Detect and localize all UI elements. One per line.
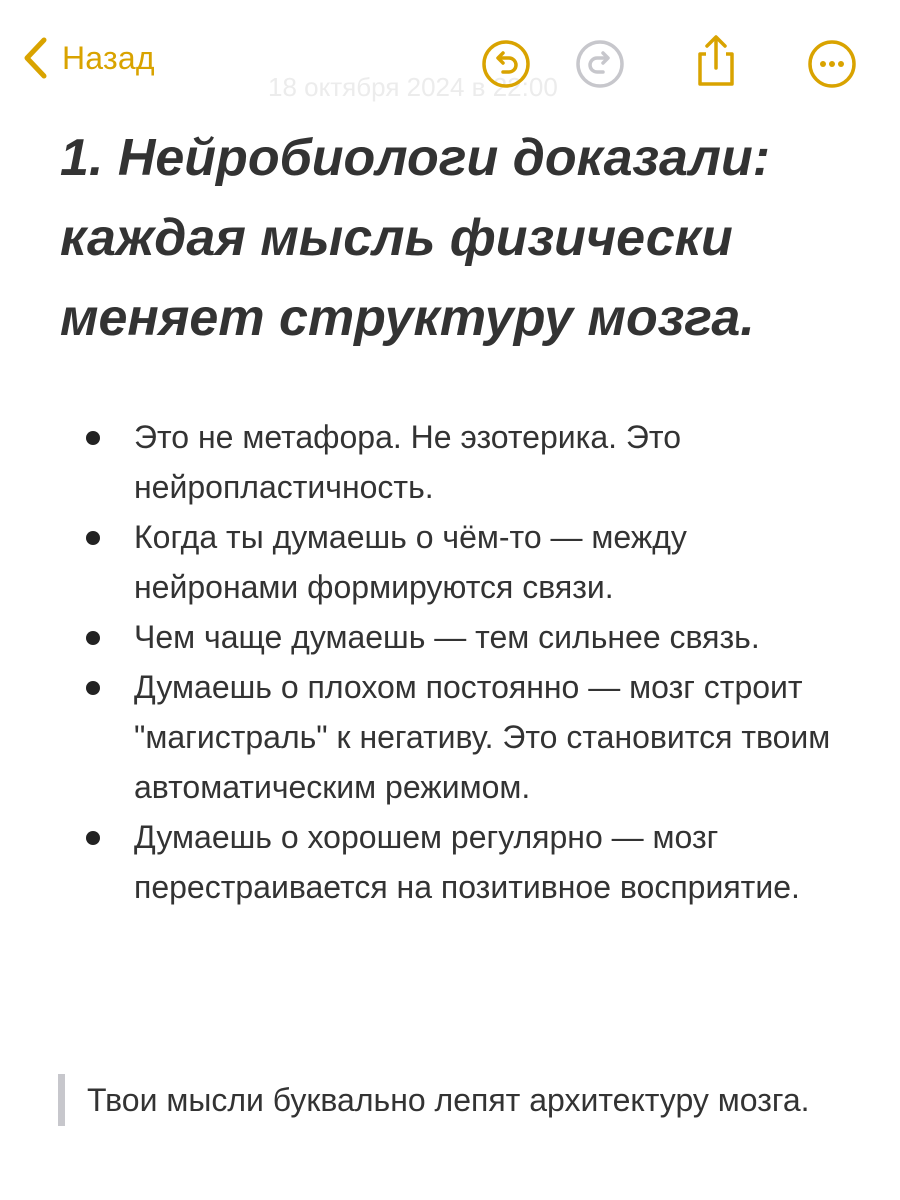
chevron-left-icon xyxy=(22,36,48,80)
share-icon[interactable] xyxy=(690,32,742,90)
notes-toolbar xyxy=(0,0,900,120)
bullet-icon xyxy=(86,681,100,695)
list-item[interactable] xyxy=(80,662,860,812)
list-item-text: Это не метафора. Не эзотерика. Это нейропластичность. xyxy=(134,419,681,505)
redo-icon[interactable] xyxy=(574,38,626,90)
list-item[interactable] xyxy=(80,812,860,912)
bullet-list xyxy=(80,412,860,912)
bullet-icon xyxy=(86,631,100,645)
note-date: 18 октября 2024 в 22:00 xyxy=(268,72,558,102)
list-item-text: Думаешь о хорошем регулярно — мозг перестраивается на позитивное восприятие. xyxy=(134,819,800,905)
list-item-text: Думаешь о плохом постоянно — мозг строит "магистраль" к негативу. Это становится твоим автоматическим режимом. xyxy=(134,669,831,805)
quote-text: Твои мысли буквально лепят архитектуру мозга. xyxy=(87,1082,810,1118)
bullet-icon xyxy=(86,531,100,545)
list-item-text: Чем чаще думаешь — тем сильнее связь. xyxy=(134,619,760,655)
note-title[interactable]: 1. Нейробиологи доказали: каждая мысль физически меняет структуру мозга. xyxy=(60,129,771,347)
back-label: Назад xyxy=(62,39,155,76)
more-icon[interactable] xyxy=(806,38,858,90)
bullet-icon xyxy=(86,431,100,445)
back-button[interactable] xyxy=(22,36,155,80)
list-item[interactable] xyxy=(80,612,860,662)
undo-icon[interactable] xyxy=(480,38,532,90)
block-quote[interactable] xyxy=(58,1074,867,1126)
list-item-text: Когда ты думаешь о чём-то — между нейронами формируются связи. xyxy=(134,519,687,605)
list-item[interactable] xyxy=(80,512,860,612)
bullet-icon xyxy=(86,831,100,845)
list-item[interactable] xyxy=(80,412,860,512)
